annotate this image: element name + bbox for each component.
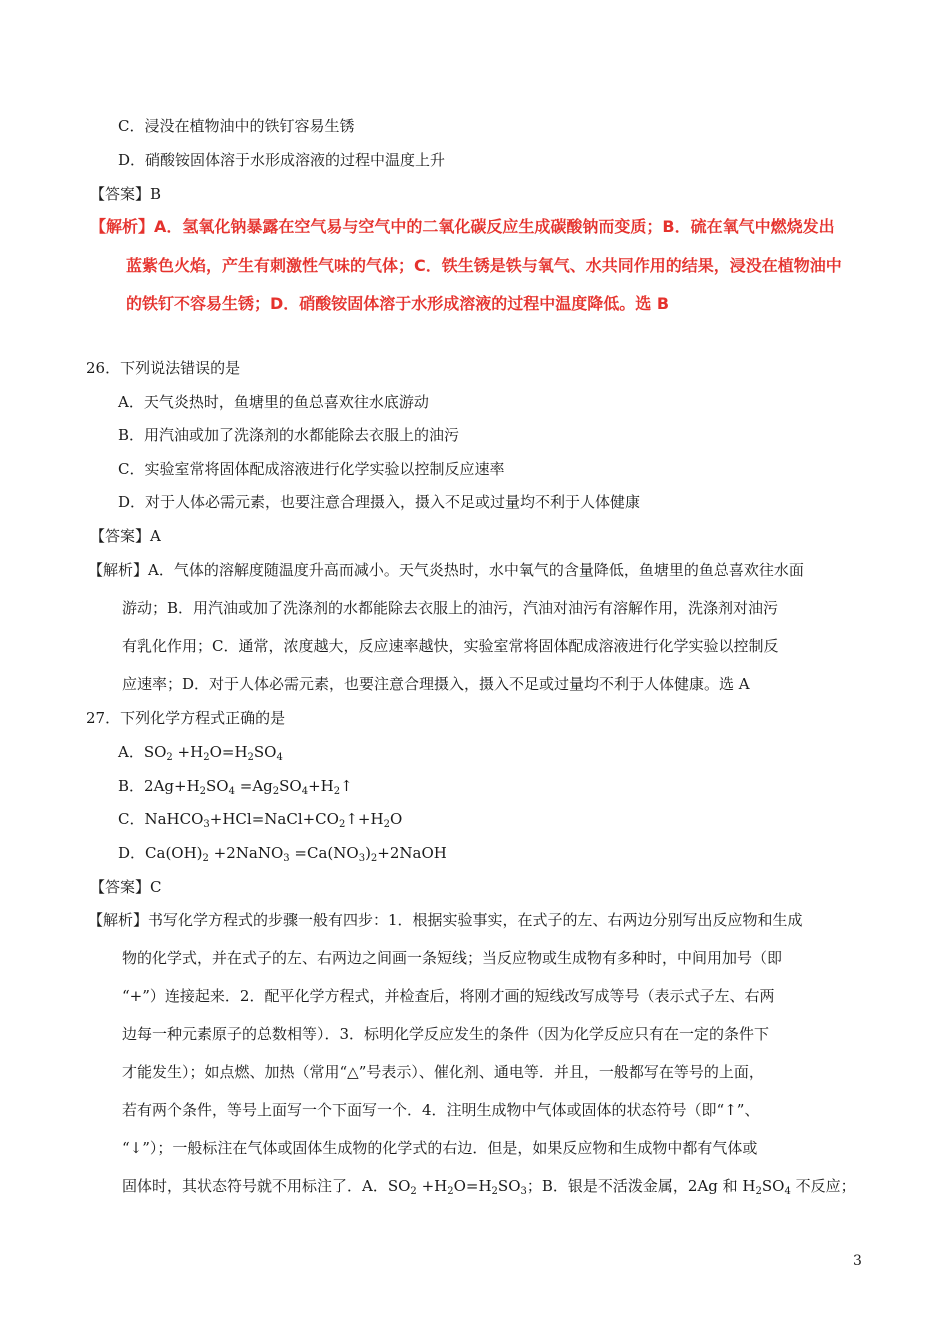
q27-explanation-line-4: 边每一种元素原子的总数相等）．3．标明化学反应发生的条件（因为化学反应只有在一定的条件下 [122,1025,770,1043]
q25-answer: 【答案】B [90,185,162,203]
page-number: 3 [853,1253,862,1269]
q27-option-b: B．$2Ag+H_2SO_4$ $=Ag_2SO_4+H_2↑$ [118,777,353,797]
q25-option-c: C．浸没在植物油中的铁钉容易生锈 [118,117,355,135]
q26-answer: 【答案】A [90,527,161,545]
q25-option-d: D．硝酸铵固体溶于水形成溶液的过程中温度上升 [118,151,446,169]
q26-explanation-line-1: 【解析】A．气体的溶解度随温度升高而减小。天气炎热时，水中氧气的含量降低，鱼塘里的鱼总喜欢往水面 [88,561,804,579]
q27-option-d: D．$Ca(OH)_2$ +2NaNO$_3$ $=Ca(NO_3)_2+2NaOH$ [118,844,447,864]
q27-option-a: A．$SO_2 +H_2O=H_2SO_4$ [118,743,283,763]
q26-option-a: A．天气炎热时，鱼塘里的鱼总喜欢往水底游动 [118,393,429,411]
q25-explanation-line-3: 的铁钉不容易生锈；D．硝酸铵固体溶于水形成溶液的过程中温度降低。选 B [126,294,670,313]
q25-explanation-line-2: 蓝紫色火焰，产生有刺激性气味的气体；C．铁生锈是铁与氧气、水共同作用的结果，浸没在植物油中 [126,256,842,275]
q26-option-c: C．实验室常将固体配成溶液进行化学实验以控制反应速率 [118,460,505,478]
q27-explanation-line-3: “+”）连接起来．2．配平化学方程式，并检查后，将刚才画的短线改写成等号（表示式子左、右两 [122,987,775,1005]
q27-explanation-line-5: 才能发生）；如点燃、加热（常用“△”号表示）、催化剂、通电等．并且，一般都写在等号的上面， [122,1063,764,1081]
q26-explanation-line-4: 应速率；D．对于人体必需元素，也要注意合理摄入，摄入不足或过量均不利于人体健康。选 A [122,675,750,693]
q26-explanation-line-3: 有乳化作用；C．通常，浓度越大，反应速率越快，实验室常将固体配成溶液进行化学实验以控制反 [122,637,779,655]
q26-option-b: B．用汽油或加了洗涤剂的水都能除去衣服上的油污 [118,426,460,444]
q27-explanation-line-2: 物的化学式，并在式子的左、右两边之间画一条短线；当反应物或生成物有多种时，中间用加号（即 [122,949,783,967]
q26-explanation-line-2: 游动；B．用汽油或加了洗涤剂的水都能除去衣服上的油污，汽油对油污有溶解作用，洗涤剂对油污 [122,599,779,617]
q27-option-c: C．$NaHCO_3+HCl=NaCl+CO_2↑+H_2O$ [118,810,403,830]
q27-explanation-line-7: “↓”）；一般标注在气体或固体生成物的化学式的右边．但是，如果反应物和生成物中都有气体或 [122,1139,758,1157]
q26-option-d: D．对于人体必需元素，也要注意合理摄入，摄入不足或过量均不利于人体健康 [118,493,641,511]
q26-stem: 26．下列说法错误的是 [86,359,241,377]
q27-explanation-line-6: 若有两个条件，等号上面写一个下面写一个．4．注明生成物中气体或固体的状态符号（即“↑”、 [122,1101,760,1119]
q27-answer: 【答案】C [90,878,162,896]
q27-explanation-line-8: 固体时，其状态符号就不用标注了．A．$SO_2 +H_2O=H_2SO_3$；B．银是不活泼金属，2Ag 和 $H_2SO_4$ 不反应； [122,1177,856,1197]
q27-explanation-line-1: 【解析】书写化学方程式的步骤一般有四步：1．根据实验事实，在式子的左、右两边分别写出反应物和生成 [88,911,803,929]
q25-explanation-line-1: 【解析】A．氢氧化钠暴露在空气易与空气中的二氧化碳反应生成碳酸钠而变质；B．硫在氧气中燃烧发出 [90,217,835,236]
q27-stem: 27．下列化学方程式正确的是 [86,709,286,727]
